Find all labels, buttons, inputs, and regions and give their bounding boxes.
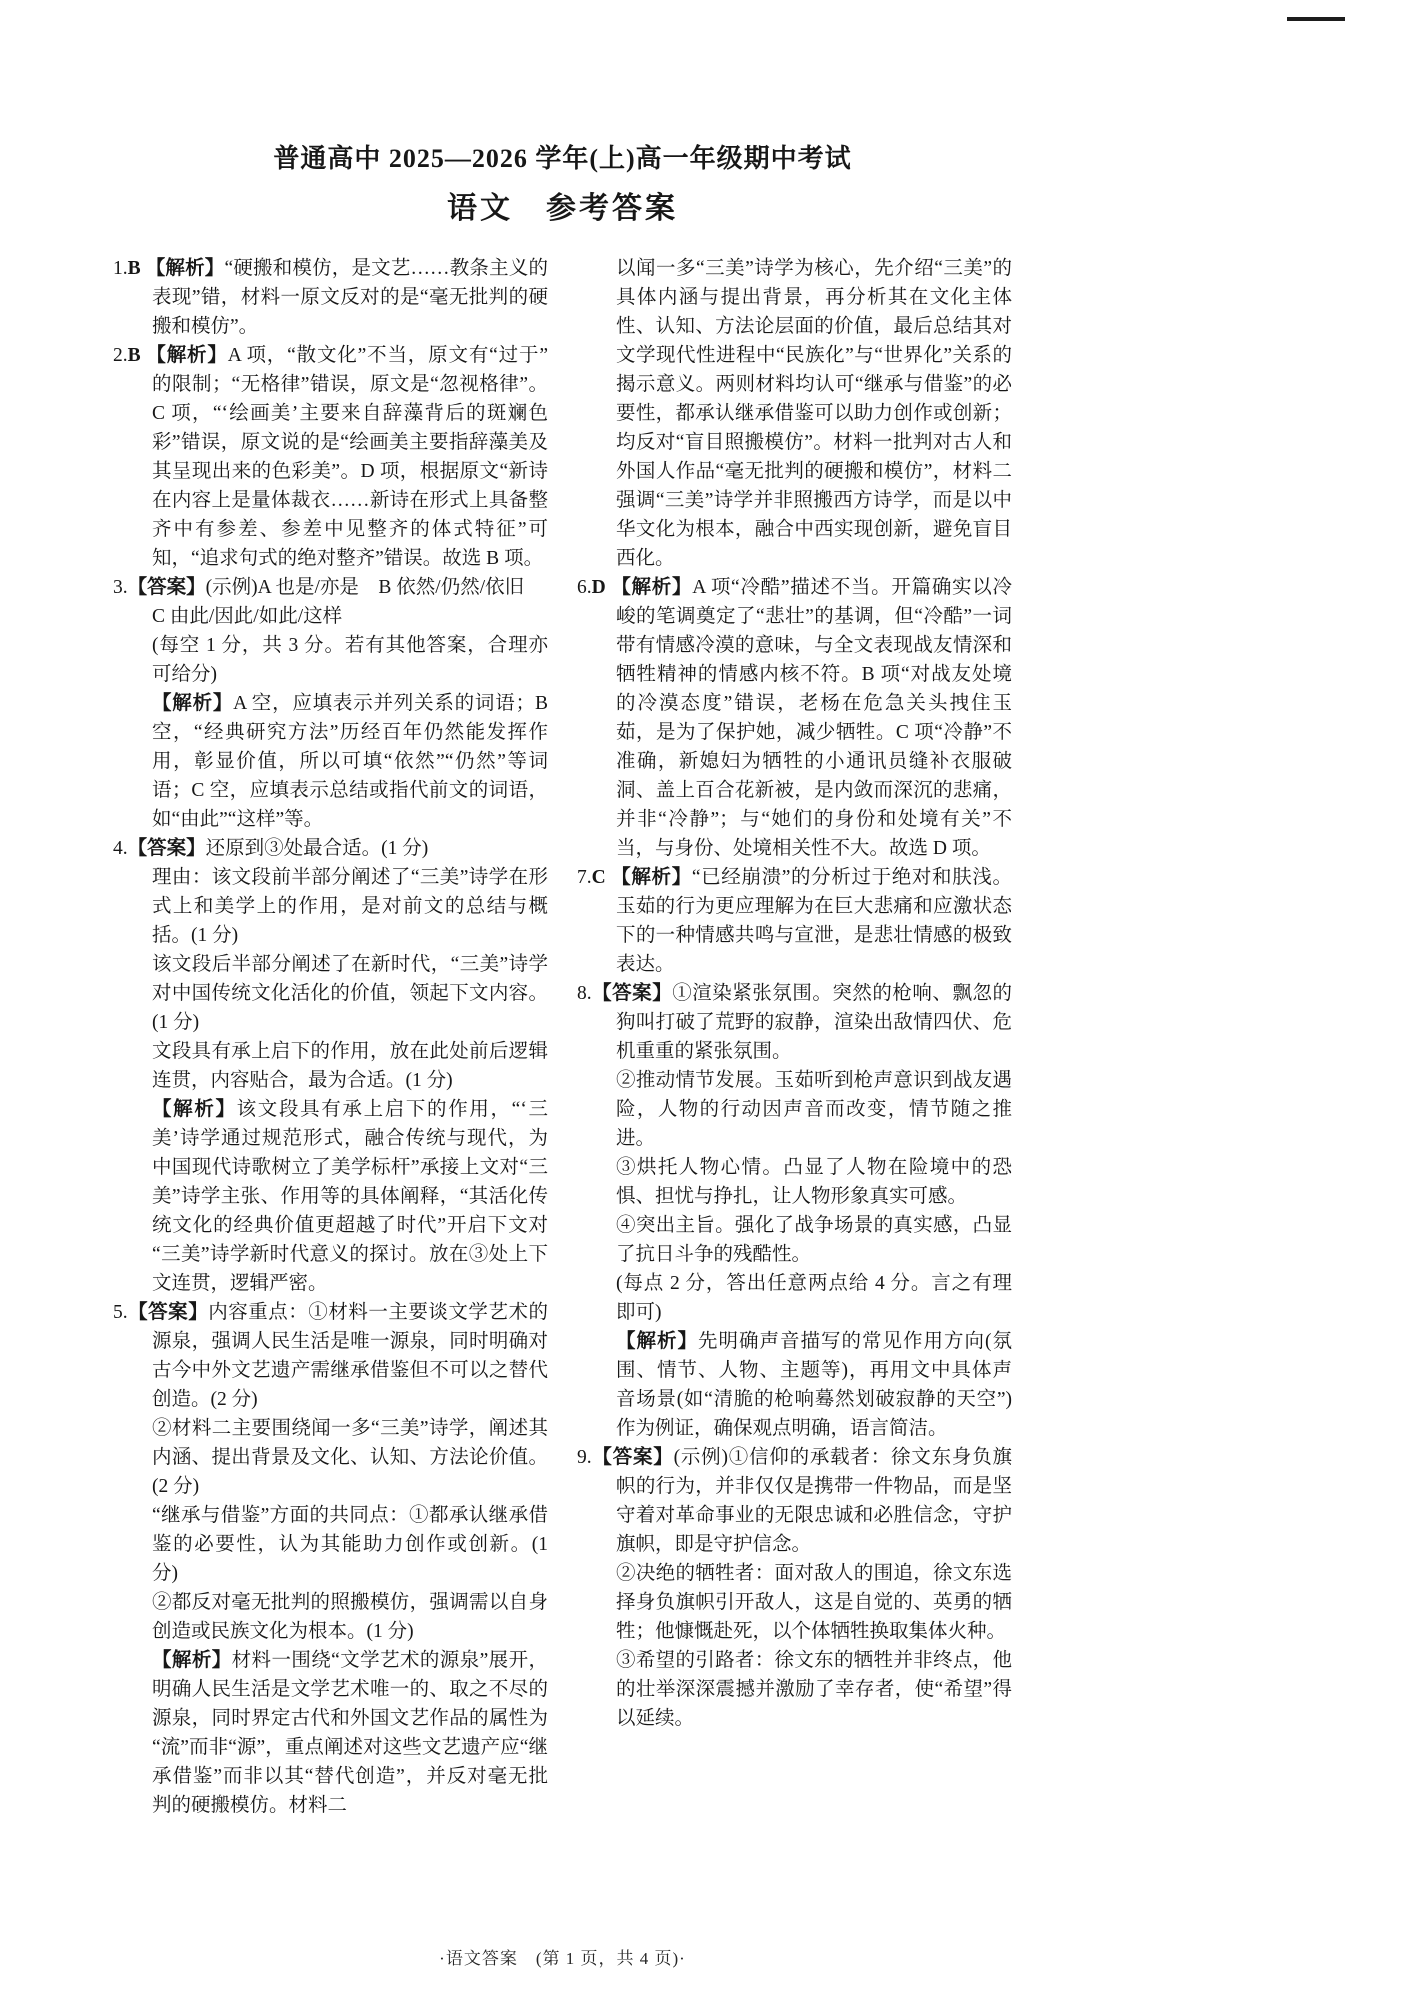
answer-columns (113, 254, 1012, 1820)
answer-item (577, 863, 1012, 979)
answer-item (113, 834, 548, 1298)
column-left (113, 254, 548, 1820)
answer-paragraph: 2.B 【解析】A 项，“散文化”不当，原文有“过于”的限制；“无格律”错误，原文是“忽视格律”。C 项，“‘绘画美’主要来自辞藻背后的斑斓色彩”错误，原文说的是“绘画美主要指辞藻美及其呈现出来的色彩美”。D 项，根据原文“新诗在内容上是量体裁衣……新诗在形式上具备整齐中有参差、参差中见整齐的体式特征”可知，“追求句式的绝对整齐”错误。故选 B 项。 (113, 345, 548, 569)
answer-paragraph: 7.C 【解析】“已经崩溃”的分析过于绝对和肤浅。玉茹的行为更应理解为在巨大悲痛和应激状态下的一种情感共鸣与宣泄，是悲壮情感的极致表达。 (577, 867, 1012, 975)
answer-paragraph: 文段具有承上启下的作用，放在此处前后逻辑连贯，内容贴合，最为合适。(1 分) (152, 1041, 548, 1091)
answer-paragraph: ②都反对毫无批判的照搬模仿，强调需以自身创造或民族文化为根本。(1 分) (152, 1592, 548, 1642)
scan-corner-mark (1287, 17, 1345, 21)
answer-paragraph: ②决绝的牺牲者：面对敌人的围追，徐文东选择身负旗帜引开敌人，这是自觉的、英勇的牺牲；他慷慨赴死，以个体牺牲换取集体火种。 (616, 1563, 1012, 1642)
answer-paragraph: ③希望的引路者：徐文东的牺牲并非终点，他的壮举深深震撼并激励了幸存者，使“希望”得以延续。 (616, 1650, 1012, 1729)
answer-paragraph: 8.【答案】①渲染紧张氛围。突然的枪响、飘忽的狗叫打破了荒野的寂静，渲染出敌情四伏、危机重重的紧张氛围。 (577, 983, 1012, 1062)
answer-paragraph: ②推动情节发展。玉茹听到枪声意识到战友遇险，人物的行动因声音而改变，情节随之推进。 (616, 1070, 1012, 1149)
answer-paragraph: 9.【答案】(示例)①信仰的承载者：徐文东身负旗帜的行为，并非仅仅是携带一件物品，而是坚守着对革命事业的无限忠诚和必胜信念，守护旗帜，即是守护信念。 (577, 1447, 1012, 1555)
answer-paragraph: ④突出主旨。强化了战争场景的真实感，凸显了抗日斗争的残酷性。 (616, 1215, 1012, 1265)
answer-paragraph: 理由：该文段前半部分阐述了“三美”诗学在形式上和美学上的作用，是对前文的总结与概括。(1 分) (152, 867, 548, 946)
answer-paragraph: 【解析】该文段具有承上启下的作用，“‘三美’诗学通过规范形式，融合传统与现代，为中国现代诗歌树立了美学标杆”承接上文对“三美”诗学主张、作用等的具体阐释，“其活化传统文化的经典价值更超越了时代”开启下文对“三美”诗学新时代意义的探讨。放在③处上下文连贯，逻辑严密。 (152, 1099, 548, 1294)
answer-paragraph: C 由此/因此/如此/这样 (152, 606, 343, 627)
answer-item (113, 573, 548, 834)
answer-paragraph: ②材料二主要围绕闻一多“三美”诗学，阐述其内涵、提出背景及文化、认知、方法论价值。(2 分) (152, 1418, 548, 1497)
answer-item (577, 979, 1012, 1443)
page-content (113, 142, 1012, 1820)
answer-paragraph: 6.D 【解析】A 项“冷酷”描述不当。开篇确实以冷峻的笔调奠定了“悲壮”的基调，但“冷酷”一词带有情感冷漠的意味，与全文表现战友情深和牺牲精神的情感内核不符。B 项“对战友处境的冷漠态度”错误，老杨在危急关头拽住玉茹，是为了保护她，减少牺牲。C 项“冷静”不准确，新媳妇为牺牲的小通讯员缝补衣服破洞、盖上百合花新被，是内敛而深沉的悲痛，并非“冷静”；与“她们的身份和处境有关”不当，与身份、处境相关性不大。故选 D 项。 (577, 577, 1012, 859)
answer-paragraph: 【解析】A 空，应填表示并列关系的词语；B 空，“经典研究方法”历经百年仍然能发挥作用，彰显价值，所以可填“依然”“仍然”等词语；C 空，应填表示总结或指代前文的词语，如“由此”“这样”等。 (152, 693, 548, 830)
answer-paragraph: 1.B 【解析】“硬搬和模仿，是文艺……教条主义的表现”错，材料一原文反对的是“毫无批判的硬搬和模仿”。 (113, 258, 548, 337)
answer-paragraph: (每空 1 分，共 3 分。若有其他答案，合理亦可给分) (152, 635, 548, 685)
answer-item (113, 254, 548, 341)
page-title: 普通高中 2025—2026 学年(上)高一年级期中考试 (273, 144, 852, 173)
answer-paragraph: “继承与借鉴”方面的共同点：①都承认继承借鉴的必要性，认为其能助力创作或创新。(1 分) (152, 1505, 548, 1584)
answer-item (113, 341, 548, 573)
answer-paragraph: 【解析】先明确声音描写的常见作用方向(氛围、情节、人物、主题等)，再用文中具体声音场景(如“清脆的枪响蓦然划破寂静的天空”)作为例证，确保观点明确，语言简洁。 (616, 1331, 1012, 1439)
column-right (577, 254, 1012, 1820)
page-subtitle: 语文 参考答案 (447, 192, 678, 225)
page-footer: ·语文答案 (第 1 页，共 4 页)· (439, 1949, 686, 1968)
answer-item (577, 254, 1012, 573)
answer-item (113, 1298, 548, 1820)
answer-item (577, 1443, 1012, 1733)
answer-paragraph: 3.【答案】(示例)A 也是/亦是 B 依然/仍然/依旧 (113, 577, 525, 598)
answer-item (577, 573, 1012, 863)
answer-paragraph: ③烘托人物心情。凸显了人物在险境中的恐惧、担忧与挣扎，让人物形象真实可感。 (616, 1157, 1012, 1207)
answer-paragraph: 【解析】材料一围绕“文学艺术的源泉”展开，明确人民生活是文学艺术唯一的、取之不尽的源泉，同时界定古代和外国文艺作品的属性为“流”而非“源”，重点阐述对这些文艺遗产应“继承借鉴”而非以其“替代创造”，并反对毫无批判的硬搬模仿。材料二 (152, 1650, 548, 1816)
answer-paragraph: 该文段后半部分阐述了在新时代，“三美”诗学对中国传统文化活化的价值，领起下文内容。(1 分) (152, 954, 548, 1033)
answer-paragraph: (每点 2 分，答出任意两点给 4 分。言之有理即可) (616, 1273, 1012, 1323)
answer-paragraph: 5.【答案】内容重点：①材料一主要谈文学艺术的源泉，强调人民生活是唯一源泉，同时明确对古今中外文艺遗产需继承借鉴但不可以之替代创造。(2 分) (113, 1302, 548, 1410)
answer-paragraph: 以闻一多“三美”诗学为核心，先介绍“三美”的具体内涵与提出背景，再分析其在文化主体性、认知、方法论层面的价值，最后总结其对文学现代性进程中“民族化”与“世界化”关系的揭示意义。两则材料均认可“继承与借鉴”的必要性，都承认继承借鉴可以助力创作或创新；均反对“盲目照搬模仿”。材料一批判对古人和外国人作品“毫无批判的硬搬和模仿”，材料二强调“三美”诗学并非照搬西方诗学，而是以中华文化为根本，融合中西实现创新，避免盲目西化。 (616, 258, 1012, 569)
answer-paragraph: 4.【答案】还原到③处最合适。(1 分) (113, 838, 429, 859)
